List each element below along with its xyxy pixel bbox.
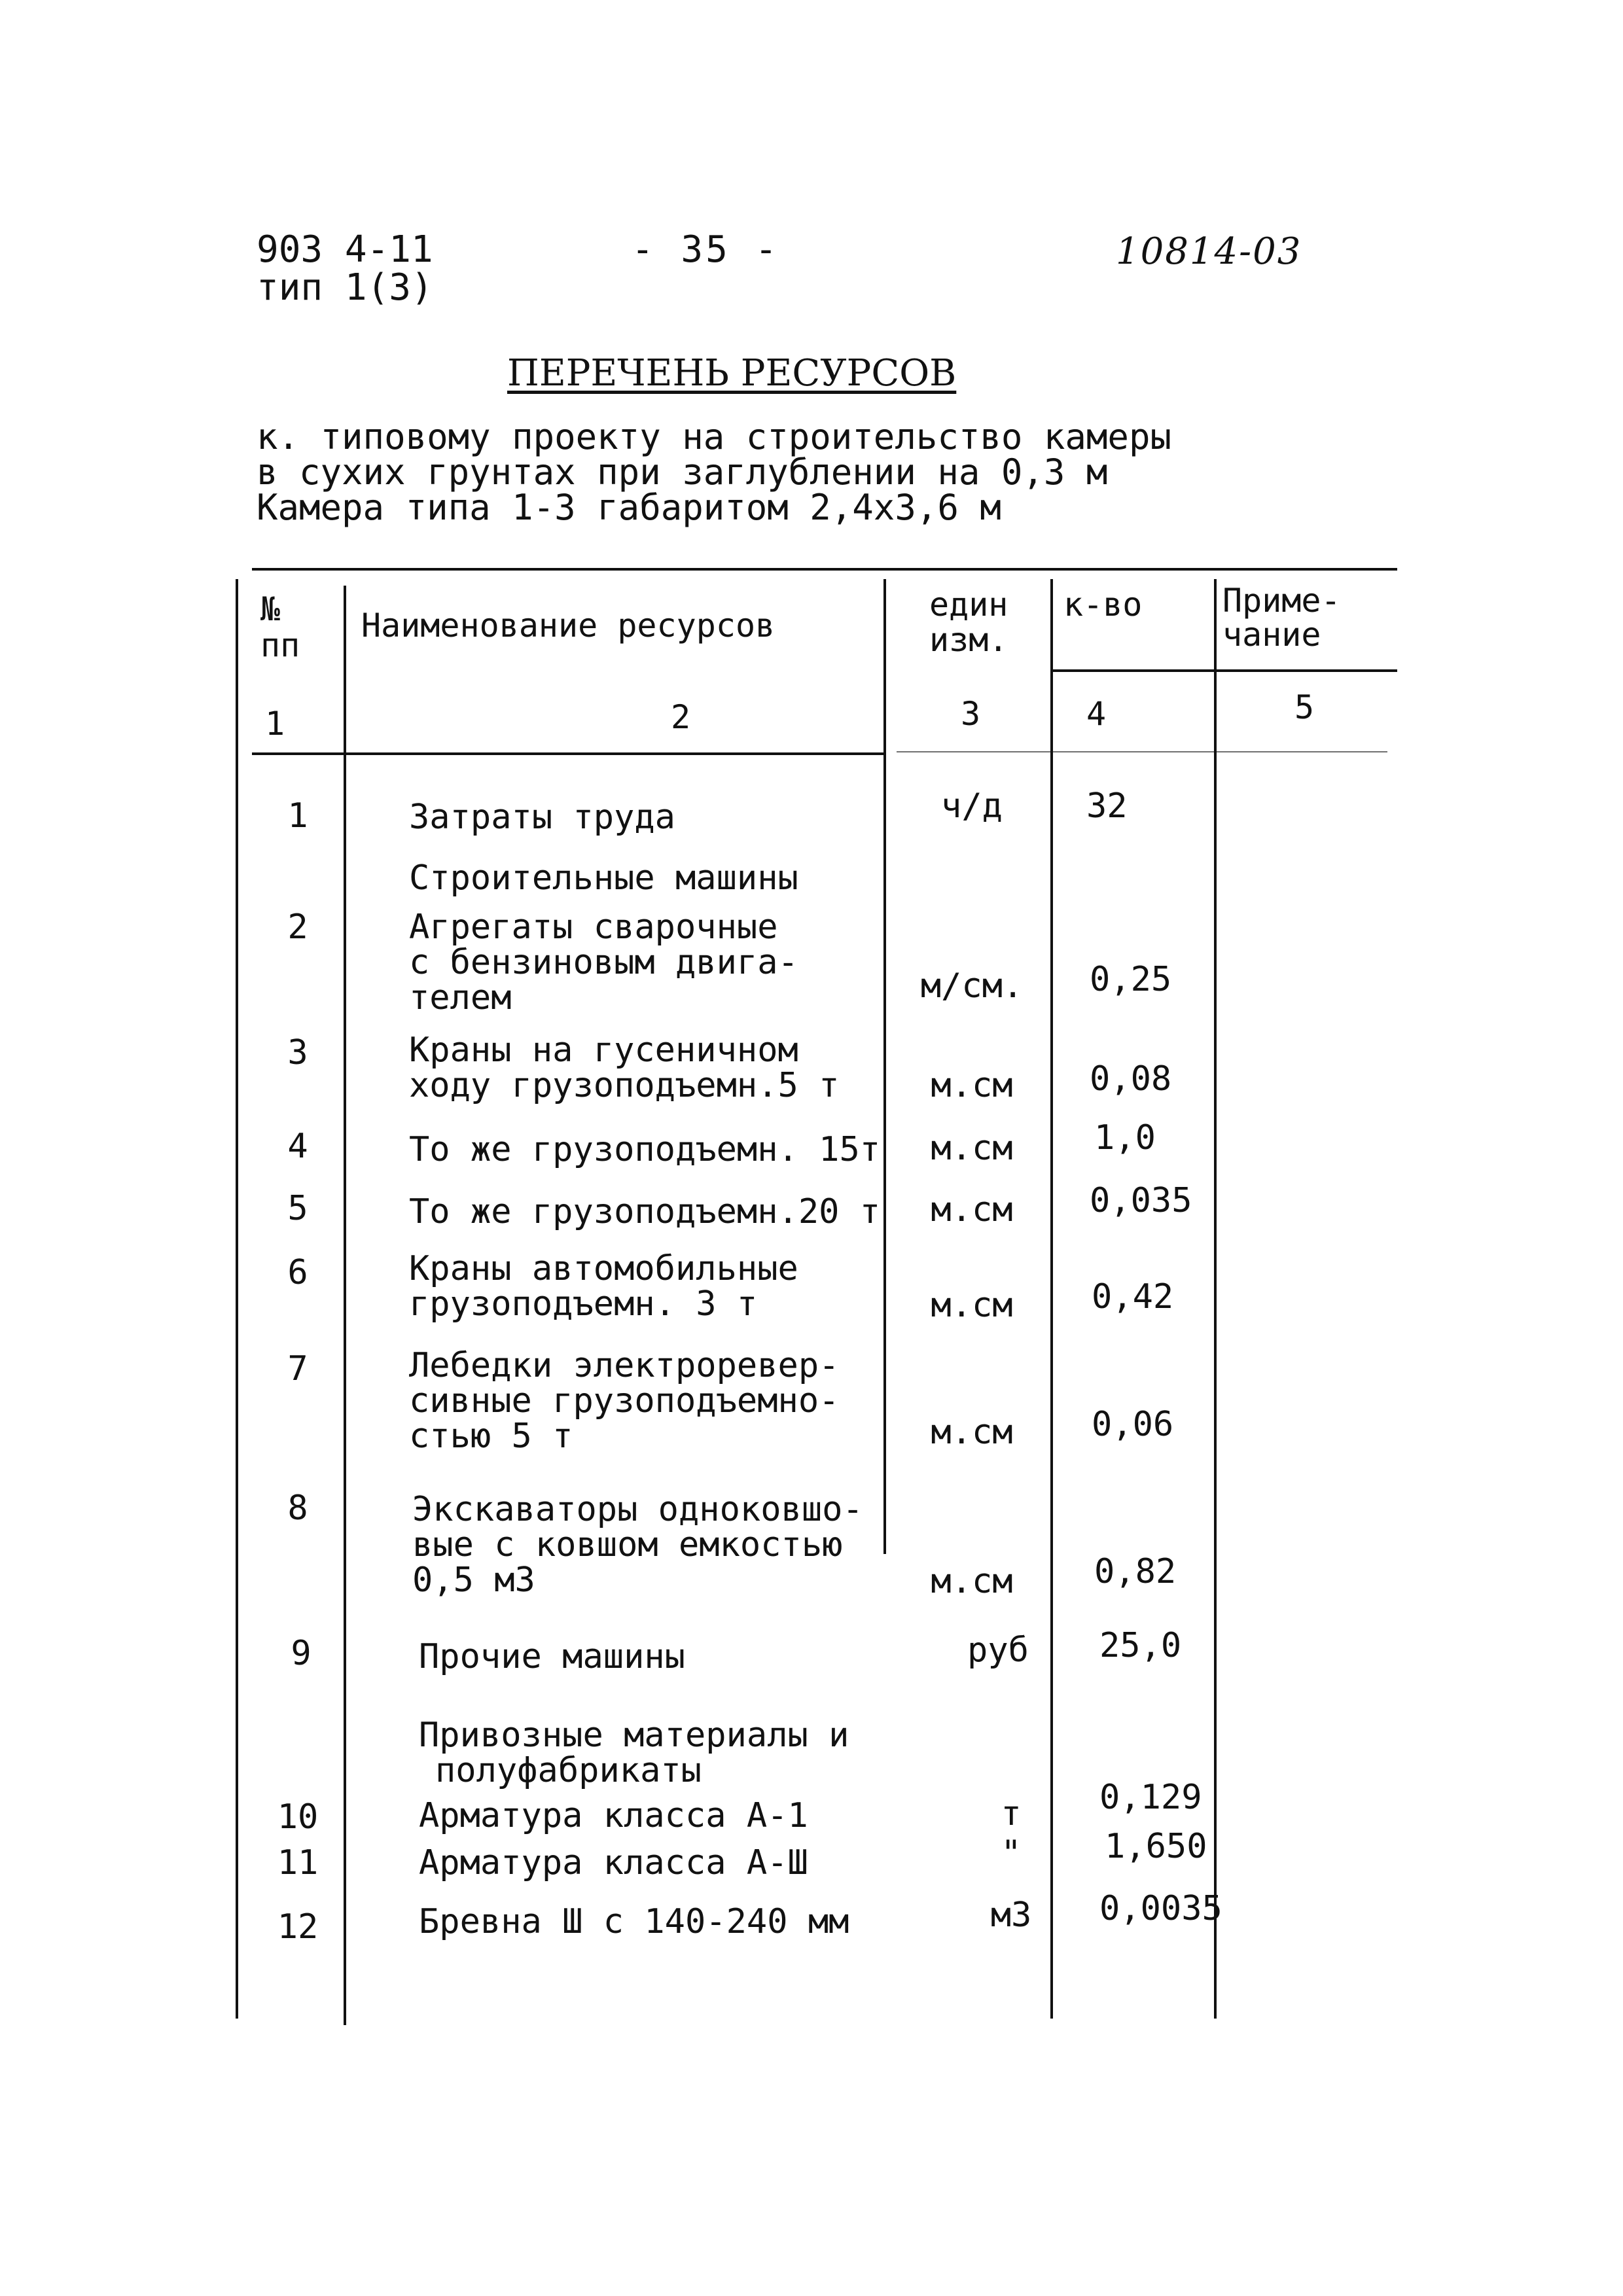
header-note-line1: Приме- [1222, 582, 1341, 620]
resource-name: Арматура класса А-Ш [419, 1843, 808, 1882]
resource-quantity: 0,42 [1092, 1277, 1174, 1316]
resource-unit: м.см [931, 1190, 1013, 1229]
resource-unit: м/см. [920, 966, 1024, 1006]
table-top-rule [252, 568, 1397, 571]
resource-name: Лебедки электроревер- [409, 1346, 840, 1385]
column-number: 2 [671, 698, 691, 736]
column-number: 5 [1294, 688, 1315, 726]
resource-quantity: 0,06 [1092, 1405, 1174, 1444]
row-number: 11 [277, 1843, 319, 1882]
subtitle-line: к. типовому проекту на строительство камеры [257, 416, 1171, 457]
resource-name: Краны на гусеничном [409, 1031, 798, 1070]
resource-name: То же грузоподъемн. 15т [409, 1130, 881, 1169]
document-type: тип 1(3) [257, 266, 433, 309]
page-number: - 35 - [632, 228, 780, 271]
resource-quantity: 0,0035 [1099, 1889, 1222, 1928]
resource-unit: м.см [931, 1413, 1013, 1452]
resource-quantity: 0,82 [1094, 1552, 1177, 1591]
resource-name: Агрегаты сварочные [409, 908, 778, 947]
header-unit-line2: изм. [929, 621, 1008, 659]
row-number: 9 [291, 1634, 312, 1673]
document-title: ПЕРЕЧЕНЬ РЕСУРСОВ [507, 352, 957, 395]
resource-name: стью 5 т [409, 1417, 573, 1456]
resource-name: Затраты труда [409, 798, 675, 837]
header-num-abbr: пп [260, 626, 300, 664]
row-number: 10 [277, 1797, 319, 1837]
header-num-symbol: № [260, 590, 281, 628]
table-col-divider [883, 579, 886, 1554]
resource-quantity: 32 [1086, 786, 1128, 826]
resource-unit: м.см [931, 1129, 1013, 1168]
row-number: 1 [287, 796, 308, 836]
row-number: 2 [287, 908, 308, 947]
row-number: 12 [277, 1907, 319, 1947]
resource-quantity: 1,650 [1105, 1827, 1207, 1866]
table-left-border [236, 579, 238, 2019]
table-colnum-rule [252, 752, 883, 755]
resource-quantity: 1,0 [1094, 1118, 1156, 1157]
column-number: 1 [265, 705, 285, 743]
resource-quantity: 0,25 [1090, 960, 1172, 999]
document-code: 903 4-11 [257, 228, 433, 271]
resource-quantity: 25,0 [1099, 1626, 1182, 1665]
section-heading: полуфабрикаты [435, 1751, 702, 1790]
resource-name: вые с ковшом емкостью [412, 1525, 843, 1564]
resource-unit: т [1001, 1794, 1022, 1833]
table-header-rule [1050, 669, 1397, 672]
resource-unit: ч/д [941, 786, 1003, 826]
resource-name: Прочие машины [419, 1637, 685, 1676]
header-resource-name: Наименование ресурсов [361, 607, 776, 645]
resource-name: с бензиновым двига- [409, 943, 798, 982]
table-col-divider [1214, 579, 1217, 2019]
resource-quantity: 0,08 [1090, 1059, 1172, 1099]
resource-quantity: 0,035 [1090, 1181, 1192, 1220]
row-number: 7 [287, 1349, 308, 1388]
column-number: 4 [1086, 695, 1107, 733]
resource-unit: руб [967, 1631, 1029, 1670]
resource-unit: м.см [931, 1066, 1013, 1105]
resource-name: телем [409, 978, 512, 1017]
row-number: 5 [287, 1189, 308, 1228]
row-number: 4 [287, 1127, 308, 1166]
section-heading: Строительные машины [409, 858, 798, 898]
section-heading: Привозные материалы и [419, 1716, 849, 1755]
subtitle-line: в сухих грунтах при заглублении на 0,3 м [257, 451, 1108, 493]
handwritten-document-id: 10814-03 [1116, 230, 1302, 273]
resource-name: То же грузоподъемн.20 т [409, 1192, 881, 1231]
resource-name: Экскаваторы одноковшо- [412, 1490, 863, 1529]
resource-quantity: 0,129 [1099, 1778, 1202, 1817]
resource-name: Арматура класса А-1 [419, 1796, 808, 1835]
column-number: 3 [961, 695, 981, 733]
header-note-line2: чание [1222, 616, 1321, 654]
resource-unit: м3 [990, 1896, 1032, 1935]
resource-name: сивные грузоподъемно- [409, 1381, 840, 1421]
header-quantity: к-во [1063, 586, 1143, 624]
header-unit-line1: един [929, 586, 1008, 624]
resource-name: Бревна Ш с 140-240 мм [419, 1902, 849, 1941]
subtitle-line: Камера типа 1-3 габаритом 2,4х3,6 м [257, 487, 1001, 528]
resource-name: Краны автомобильные [409, 1249, 798, 1288]
resource-name: ходу грузоподъемн.5 т [409, 1066, 840, 1105]
resource-unit: " [1001, 1833, 1022, 1873]
row-number: 6 [287, 1253, 308, 1292]
resource-unit: м.см [931, 1562, 1013, 1601]
table-colnum-rule-right [897, 751, 1387, 752]
table-col-divider [344, 586, 346, 2025]
resource-name: 0,5 м3 [412, 1561, 535, 1600]
resource-unit: м.см [931, 1286, 1013, 1325]
row-number: 8 [287, 1489, 308, 1528]
resource-name: грузоподъемн. 3 т [409, 1284, 758, 1324]
row-number: 3 [287, 1033, 308, 1072]
